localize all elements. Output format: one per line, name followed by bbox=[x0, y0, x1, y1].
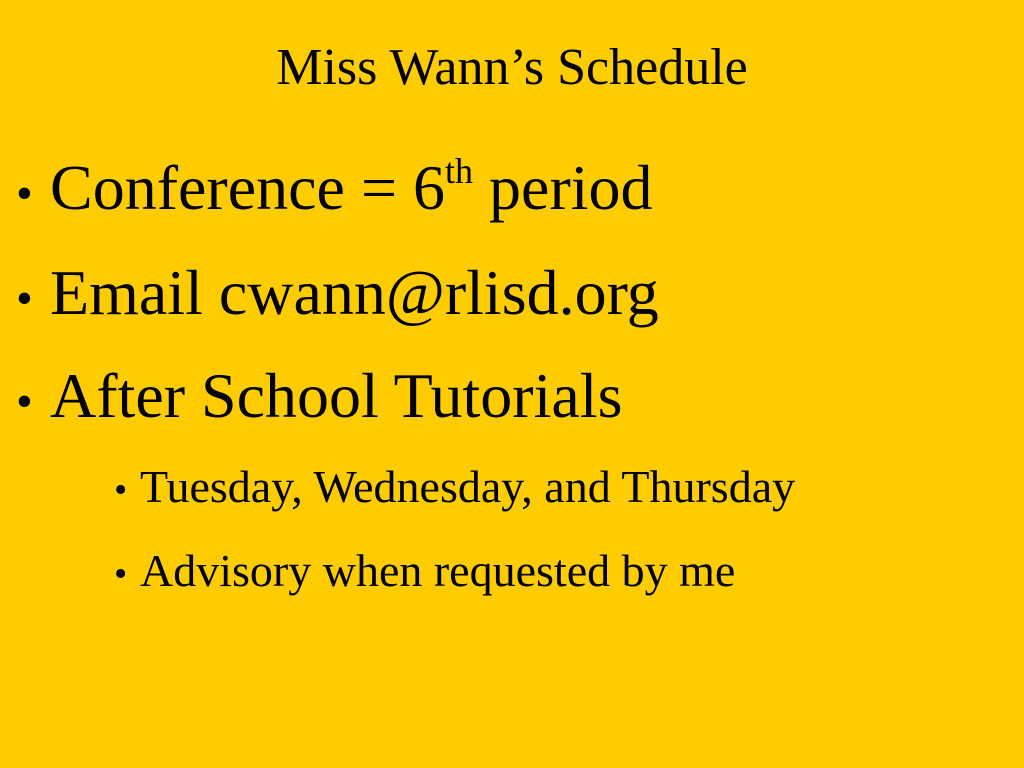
conference-text bbox=[50, 150, 653, 226]
bullet-tutorials bbox=[16, 358, 622, 440]
slide-title: Miss Wann’s Schedule bbox=[276, 39, 748, 96]
bullet-conference bbox=[16, 150, 653, 232]
bullet-email bbox=[16, 255, 659, 337]
bullet-dot: • bbox=[16, 272, 33, 325]
conference-suffix: period bbox=[473, 152, 653, 223]
sub-bullet-days bbox=[114, 459, 795, 518]
bullet-dot: • bbox=[114, 469, 128, 511]
conference-superscript: th bbox=[445, 150, 474, 191]
bullet-dot: • bbox=[16, 167, 33, 220]
bullet-dot: • bbox=[16, 375, 33, 428]
conference-prefix: Conference = 6 bbox=[50, 152, 446, 223]
email-label: Email bbox=[50, 257, 203, 328]
tutorials-text: After School Tutorials bbox=[50, 360, 623, 431]
days-text: Tuesday, Wednesday, and Thursday bbox=[140, 461, 796, 512]
email-address: cwann@rlisd.org bbox=[218, 257, 659, 328]
bullet-dot: • bbox=[114, 553, 128, 595]
sub-bullet-advisory bbox=[114, 543, 735, 602]
email-text bbox=[50, 255, 659, 331]
advisory-text: Advisory when requested by me bbox=[140, 545, 736, 596]
